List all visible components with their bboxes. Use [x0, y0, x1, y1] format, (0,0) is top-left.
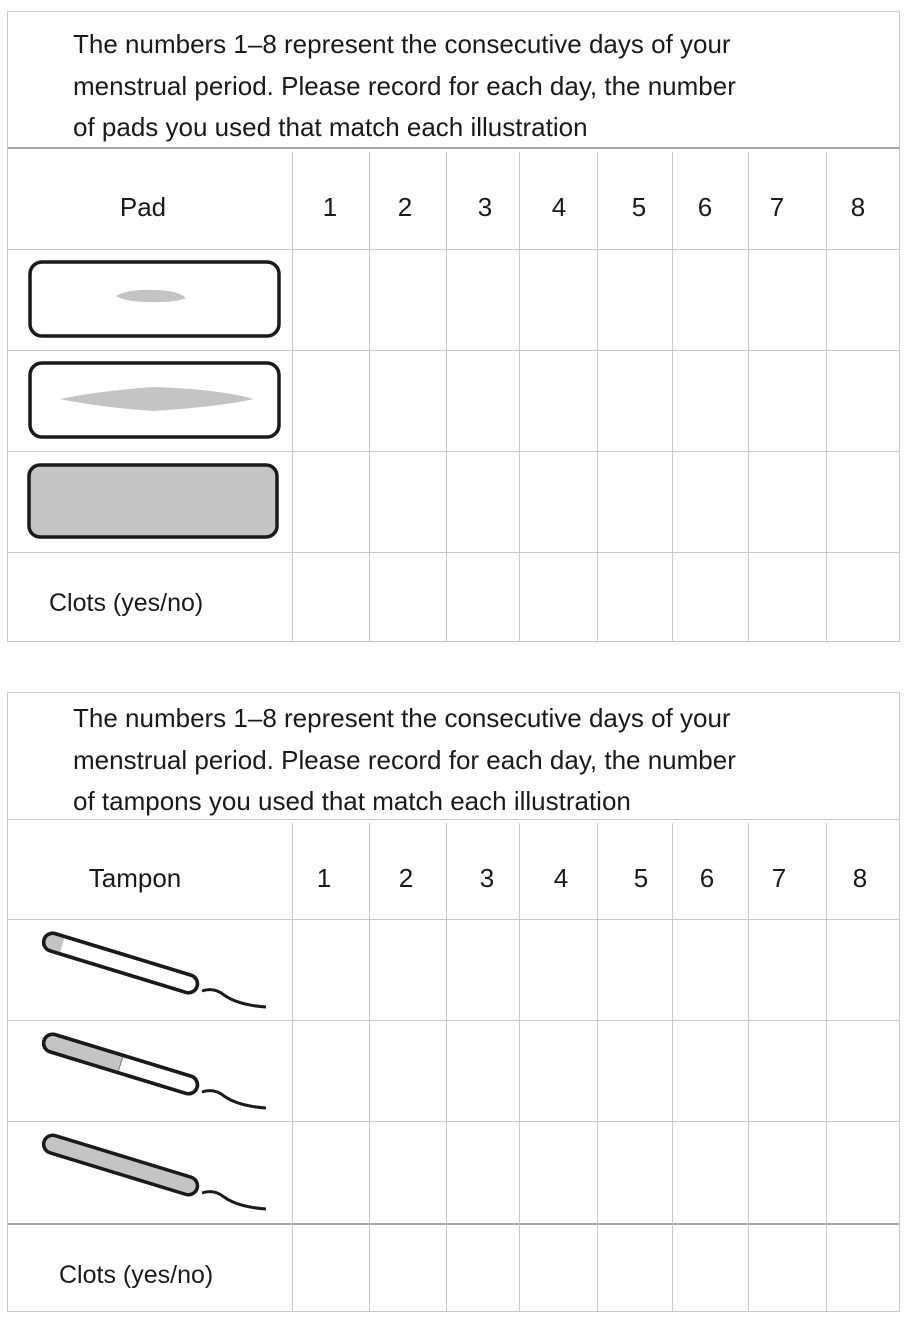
day-header-5: 5 — [633, 863, 649, 893]
day-header-4: 4 — [553, 863, 569, 893]
day-header-7: 7 — [769, 192, 785, 222]
day-header-6: 6 — [699, 863, 715, 893]
day-header-3: 3 — [479, 863, 495, 893]
divider — [8, 1020, 899, 1021]
pad-column-header: Pad — [119, 192, 167, 222]
tampon-moderately-soaked-icon — [42, 1030, 272, 1114]
clots-label: Clots (yes/no) — [59, 1261, 214, 1289]
tampon-chart — [7, 692, 900, 1312]
column-divider — [369, 152, 370, 641]
divider — [8, 552, 899, 553]
column-divider — [292, 823, 293, 1311]
column-divider — [748, 152, 749, 641]
column-divider — [826, 823, 827, 1311]
divider — [8, 1121, 899, 1122]
day-header-1: 1 — [316, 863, 332, 893]
day-header-2: 2 — [397, 192, 413, 222]
pad-lightly-soaked-icon — [28, 260, 283, 340]
day-header-4: 4 — [551, 192, 567, 222]
tampon-instructions: The numbers 1–8 represent the consecutive days of your menstrual period. Please record for each day, the number of tampons you used that match each illustration — [73, 703, 736, 816]
column-divider — [519, 823, 520, 1311]
pad-chart — [7, 11, 900, 642]
column-divider — [826, 152, 827, 641]
column-divider — [748, 823, 749, 1311]
day-header-1: 1 — [322, 192, 338, 222]
clots-label: Clots (yes/no) — [49, 589, 204, 617]
day-header-2: 2 — [398, 863, 414, 893]
divider — [8, 919, 899, 920]
day-header-8: 8 — [852, 863, 868, 893]
column-divider — [519, 152, 520, 641]
column-divider — [446, 823, 447, 1311]
column-divider — [446, 152, 447, 641]
column-divider — [672, 823, 673, 1311]
day-header-5: 5 — [631, 192, 647, 222]
day-header-8: 8 — [850, 192, 866, 222]
tampon-column-header: Tampon — [88, 863, 182, 893]
column-divider — [292, 152, 293, 641]
divider — [8, 249, 899, 250]
pad-moderately-soaked-icon — [28, 361, 283, 441]
divider — [8, 1223, 899, 1225]
divider — [8, 350, 899, 351]
column-divider — [672, 152, 673, 641]
tampon-lightly-soaked-icon — [42, 929, 272, 1013]
day-header-7: 7 — [771, 863, 787, 893]
column-divider — [597, 152, 598, 641]
tampon-fully-soaked-icon — [42, 1131, 272, 1215]
day-header-6: 6 — [697, 192, 713, 222]
divider — [8, 819, 899, 820]
divider — [8, 147, 899, 149]
pad-instructions: The numbers 1–8 represent the consecutive days of your menstrual period. Please record for each day, the number of pads you used that match each illustration — [73, 29, 736, 142]
column-divider — [369, 823, 370, 1311]
divider — [8, 451, 899, 452]
day-header-3: 3 — [477, 192, 493, 222]
pad-fully-soaked-icon — [26, 462, 282, 542]
column-divider — [597, 823, 598, 1311]
